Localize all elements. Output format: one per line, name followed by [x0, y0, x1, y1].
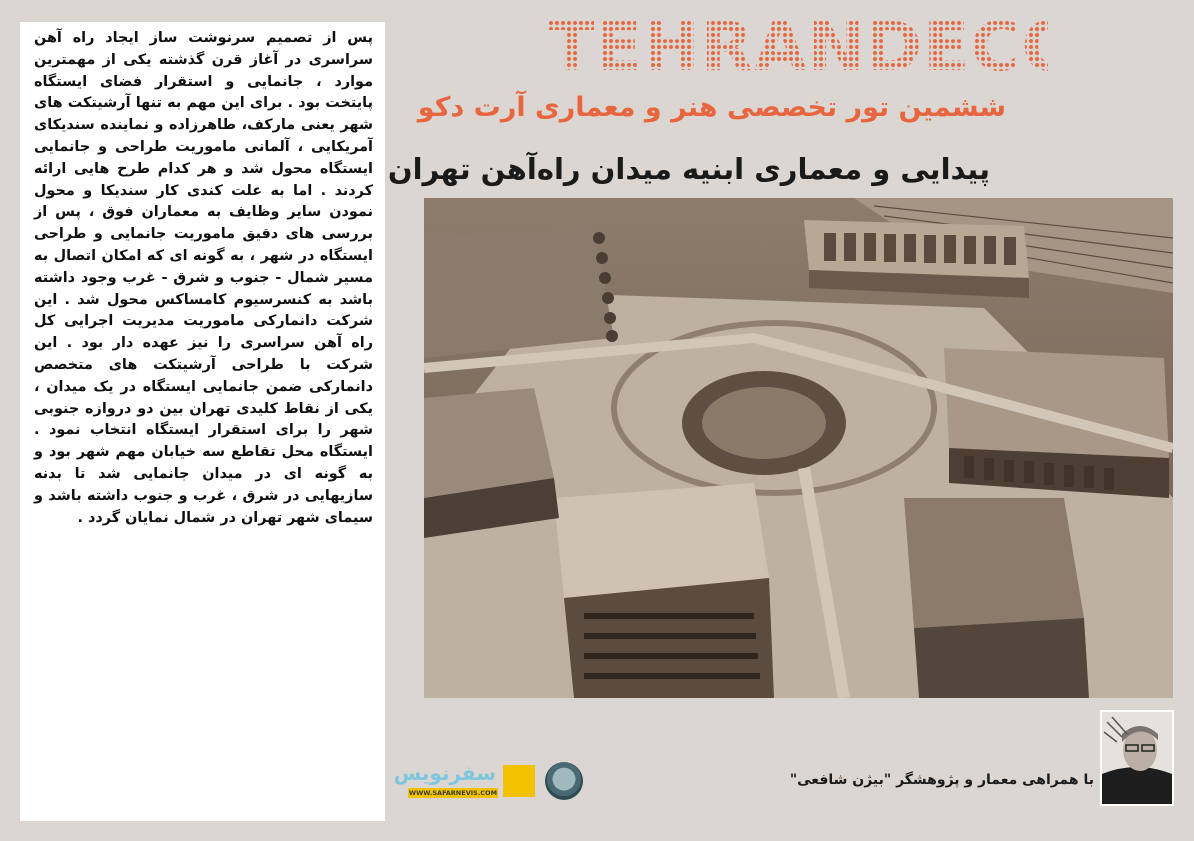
- article-headline: پیدایی و معماری ابنیه میدان راه‌آهن تهران: [387, 152, 990, 186]
- sponsor-logos: [393, 760, 583, 806]
- researcher-portrait: [1100, 710, 1174, 806]
- safarnevis-url: WWW.SAFARNEVIS.COM: [408, 789, 498, 797]
- guide-credit: با همراهی معمار و پژوهشگر "بیژن شافعی": [789, 772, 1094, 788]
- article-text-panel: [20, 22, 385, 821]
- event-subtitle: ششمین تور تخصصی هنر و معماری آرت دکو: [417, 92, 1006, 123]
- aerial-photo-tehran-railway-square: [424, 198, 1173, 698]
- event-brand-title: TEHRANDECO6: [548, 8, 1129, 87]
- safarnevis-logo: سفرنویس: [393, 761, 496, 785]
- brand-square-icon: [503, 765, 535, 797]
- article-body: پس از تصمیم سرنوشت ساز ایجاد راه آهن سراسری در آغاز قرن گذشته یکی از مهمترین موارد ، جانمایی و استقرار فضای ایستگاه پایتخت بود . برای این مهم به تنها آرشیتکت های شهر یعنی مارکف، طاهرزاده و نماینده سندیکای آمریکایی ، آلمانی ماموریت طراحی و جانمایی ایستگاه محول شد و هر کدام طرح هایی ارائه کردند . اما به علت کندی کار سندیکا و محول نمودن سایر وظایف به معماران فوق ، پس از بررسی های دقیق ماموریت جانمایی و طراحی ایستگاه در شهر ، به گونه ای که امکان اتصال به مسیر شمال - جنوب و شرق - غرب وجود داشته باشد به کنسرسیوم کامساکس محول شد . این شرکت دانمارکی ماموریت مدیریت اجرایی کل راه آهن سراسری را نیز عهده دار بود . این شرکت با طراحی آرشیتکت های متخصص دانمارکی ضمن جانمایی ایستگاه در یک میدان ، یکی از نقاط کلیدی تهران بین دو دروازه جنوبی شهر را برای استقرار ایستگاه انتخاب نمود . ایستگاه محل تقاطع سه خیابان مهم شهر بود و به گونه ای در میدان جانمایی شد تا بدنه سازیهایی در شرق ، غرب و جنوب داشته باشد و سیمای شهر تهران در شمال نمایان گردد .: [34, 30, 373, 526]
- seal-icon: [545, 762, 583, 800]
